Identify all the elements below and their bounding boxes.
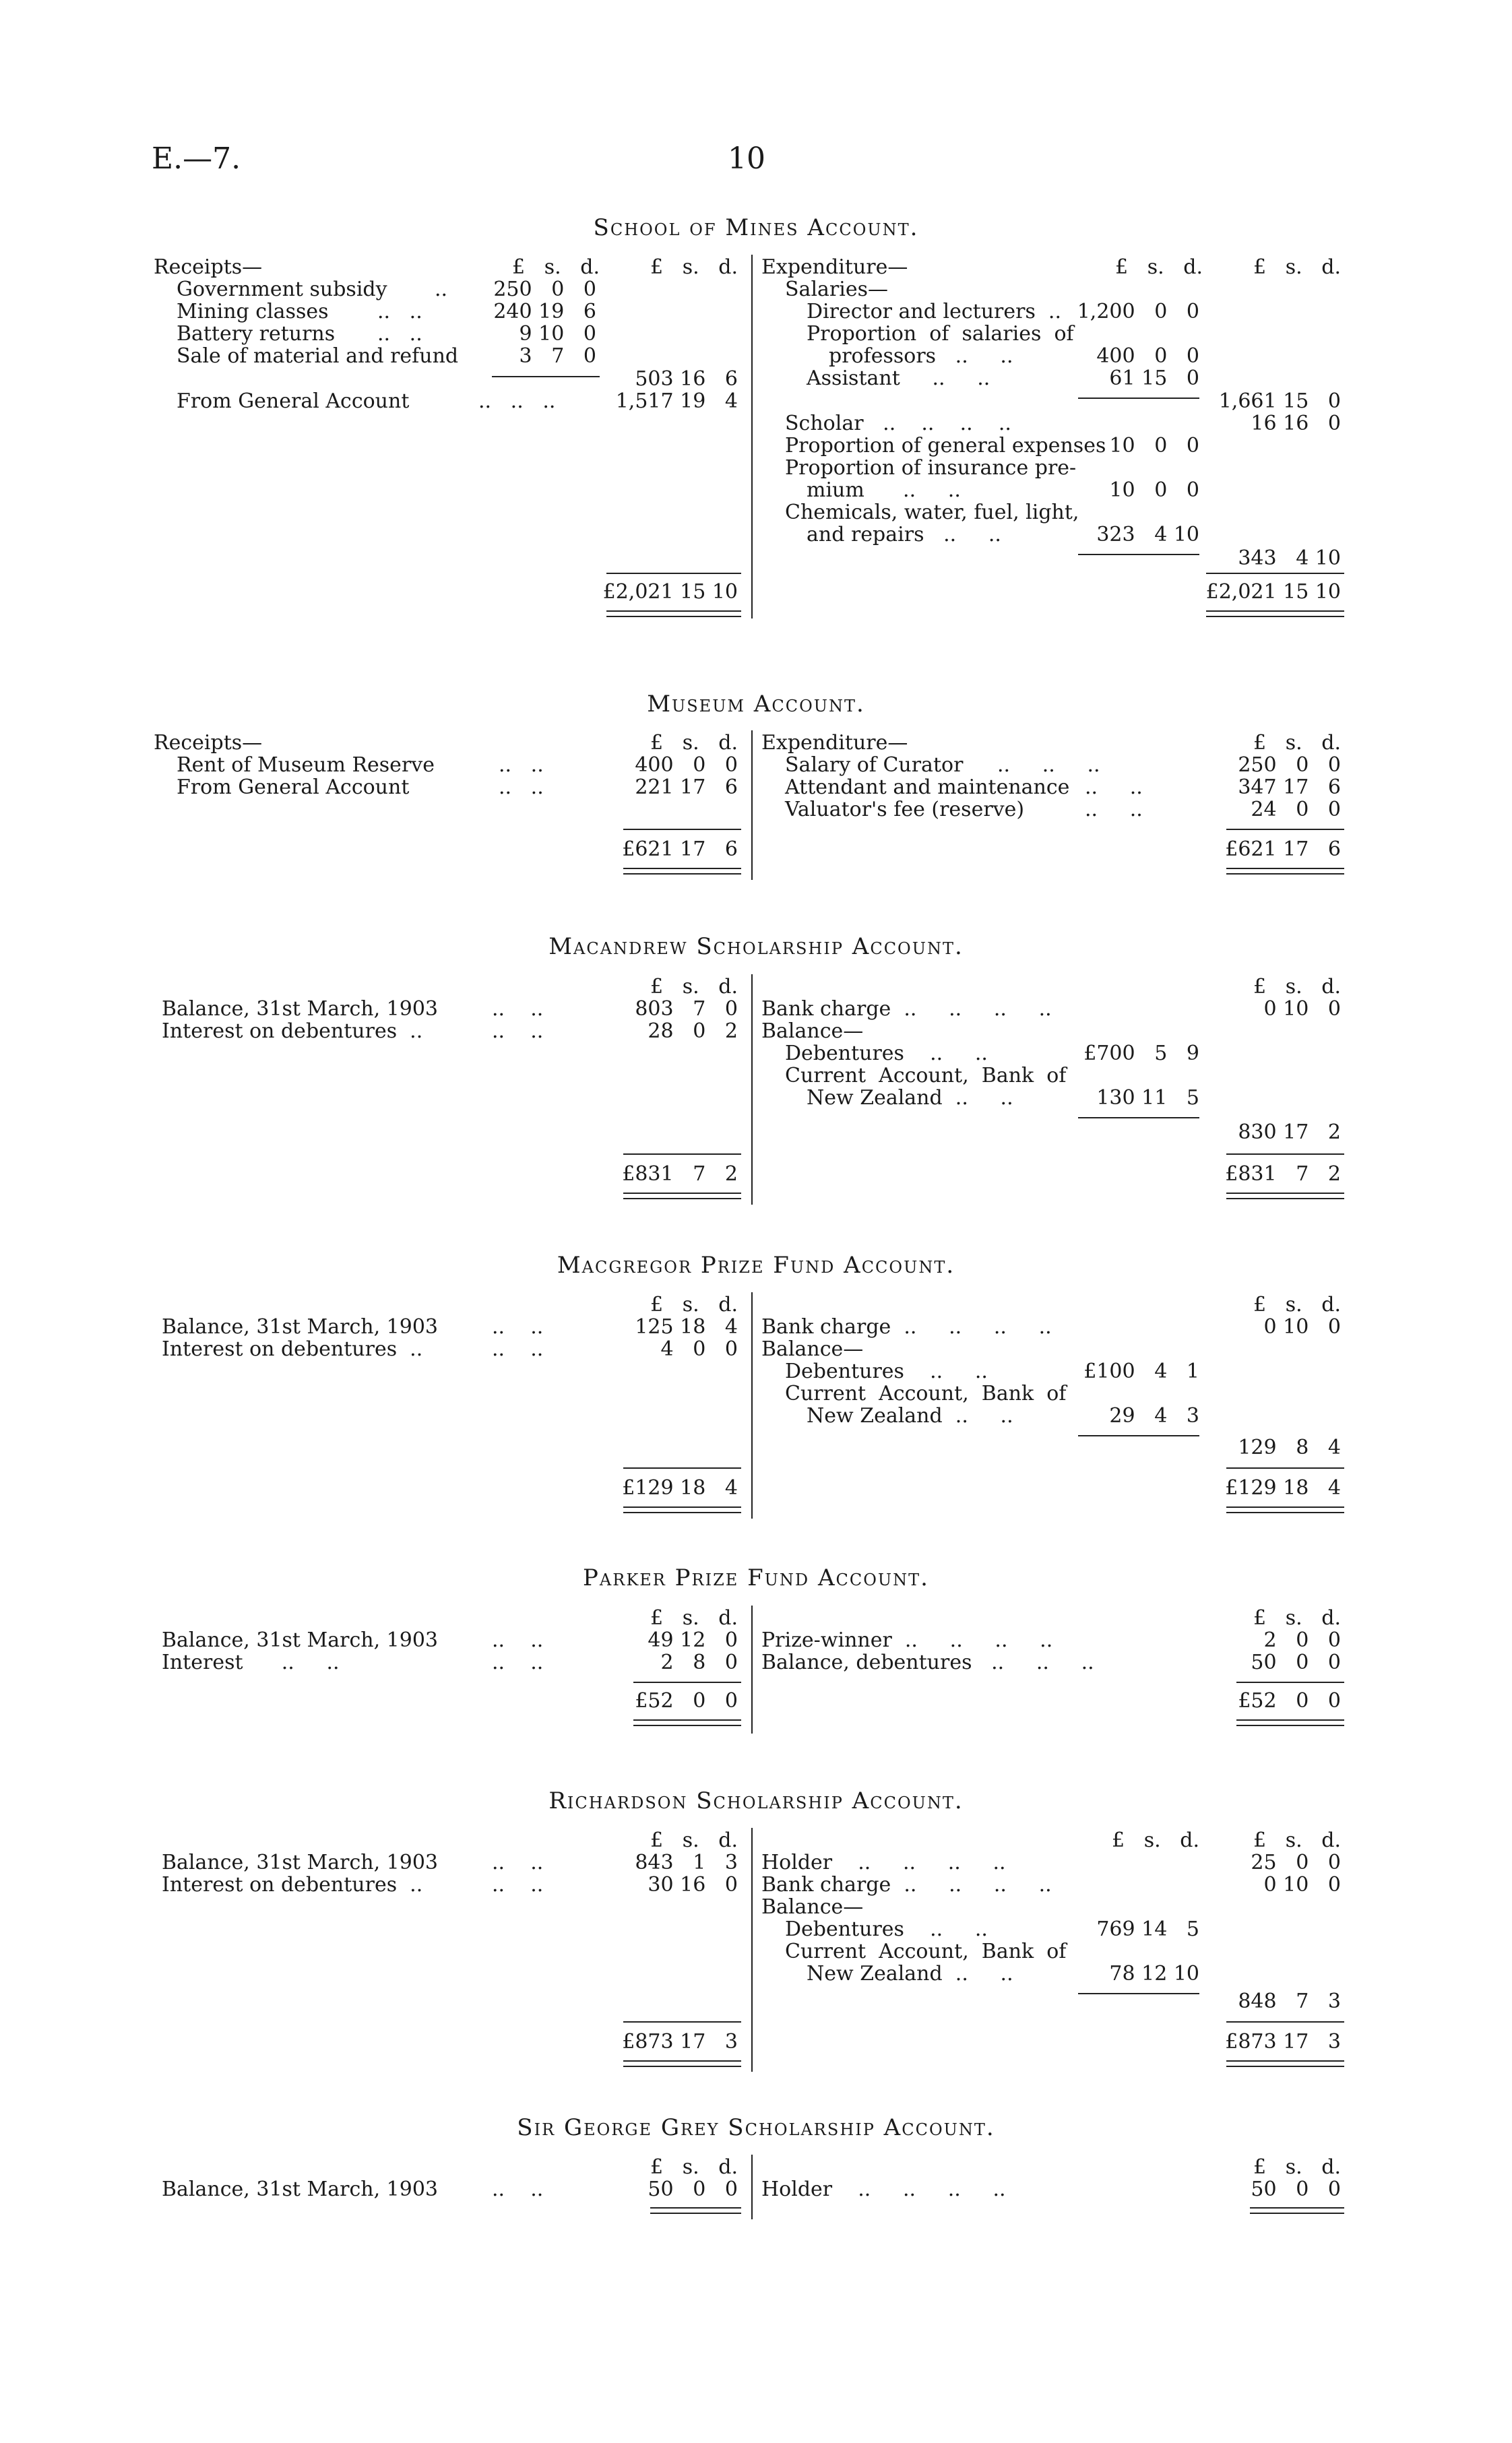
currency-header: £ s. d. [1253, 2155, 1341, 2179]
receipts-total: £129 18 4 [622, 1476, 738, 1500]
receipt-label: Balance, 31st March, 1903 [162, 1315, 439, 1339]
receipts-label: Receipts— [154, 731, 263, 755]
expenditure-total: £831 7 2 [1225, 1162, 1341, 1186]
expenditure-amount: 347 17 6 [1238, 775, 1341, 799]
expenditure-total: £129 18 4 [1225, 1476, 1341, 1500]
receipts-subtotal: 503 16 6 [635, 367, 738, 391]
expenditure-amount: 400 0 0 [1096, 344, 1199, 368]
balance-label: Balance— [761, 1019, 864, 1043]
balance-total: 848 7 3 [1238, 1990, 1341, 2013]
expenditure-item: mium .. .. [807, 478, 961, 502]
leader-dots: .. .. [492, 1337, 544, 1361]
currency-header: £ s. d. [650, 1829, 738, 1852]
richardson-title: Richardson Scholarship Account. [548, 1787, 964, 1814]
receipt-amount: 240 19 6 [493, 300, 596, 323]
currency-header: £ s. d. [650, 2155, 738, 2179]
leader-dots: .. .. .. [478, 389, 556, 413]
page-number: 10 [728, 141, 765, 176]
leader-dots: .. .. .. [997, 753, 1100, 777]
leader-dots: .. .. [1085, 775, 1143, 799]
expenditure-item: Assistant .. .. [807, 367, 990, 390]
current-account-label: Current Account, Bank of [785, 1940, 1067, 1963]
receipt-label: Mining classes [177, 300, 329, 323]
currency-header: £ s. d. [650, 975, 738, 998]
receipt-label: Sale of material and refund [177, 344, 459, 368]
balance-label: Balance— [761, 1337, 864, 1361]
receipt-amount: 30 16 0 [648, 1873, 738, 1897]
salaries-total: 1,661 15 0 [1218, 389, 1341, 413]
expenditure-item: Chemicals, water, fuel, light, [785, 501, 1079, 524]
receipt-label: Government subsidy [177, 278, 387, 301]
leader-dots: .. .. [492, 1019, 544, 1043]
column-divider [751, 2155, 753, 2219]
currency-header: £ s. d. [650, 1606, 738, 1630]
expenditure-total: £873 17 3 [1225, 2030, 1341, 2054]
expenditure-label: Expenditure— [761, 731, 908, 755]
receipt-label: Balance, 31st March, 1903 [162, 1851, 439, 1874]
expenditure-item: Prize-winner .. .. .. .. [761, 1628, 1053, 1652]
expenditure-total: £621 17 6 [1225, 837, 1341, 861]
receipt-amount: 50 0 0 [648, 2178, 738, 2201]
debentures-amount: £100 4 1 [1083, 1360, 1199, 1383]
expenditure-item: professors .. .. [829, 344, 1013, 368]
receipt-label: Balance, 31st March, 1903 [162, 1628, 439, 1652]
expenditure-amount: 61 15 0 [1109, 367, 1199, 390]
debentures-label: Debentures .. .. [785, 1917, 988, 1941]
leader-dots: .. .. [492, 1851, 544, 1874]
currency-header: £ s. d. [1112, 1829, 1199, 1852]
expenditure-item: Proportion of salaries of [807, 322, 1074, 346]
expenditure-item: Director and lecturers .. [807, 300, 1061, 323]
expenditure-amount: 50 0 0 [1251, 1651, 1341, 1674]
expenditure-item: Salary of Curator [785, 753, 964, 777]
receipts-total: £873 17 3 [622, 2030, 738, 2054]
receipts-total: £52 0 0 [635, 1689, 738, 1713]
leader-dots: .. .. [499, 775, 544, 799]
holder-label: Holder .. .. .. .. [761, 1851, 1006, 1874]
receipt-label: Interest on debentures .. [162, 1019, 423, 1043]
leader-dots: .. .. [492, 1315, 544, 1339]
currency-header: £ s. d. [512, 255, 600, 279]
expenditure-amount: 1,200 0 0 [1077, 300, 1199, 323]
expenditure-item: and repairs .. .. [807, 523, 1001, 546]
leader-dots: .. .. [492, 2178, 544, 2201]
receipt-amount: 28 0 2 [648, 1019, 738, 1043]
expenditure-amount: 250 0 0 [1238, 753, 1341, 777]
holder-label: Holder .. .. .. .. [761, 2178, 1006, 2201]
current-account-label: Current Account, Bank of [785, 1382, 1067, 1405]
receipt-amount: 4 0 0 [660, 1337, 738, 1361]
receipt-label: Balance, 31st March, 1903 [162, 997, 439, 1021]
double-rule [1250, 2207, 1344, 2214]
currency-header: £ s. d. [1115, 255, 1203, 279]
debentures-amount: £700 5 9 [1083, 1042, 1199, 1065]
expenditure-total: £52 0 0 [1238, 1689, 1341, 1713]
parker-title: Parker Prize Fund Account. [583, 1564, 929, 1591]
receipt-amount: 400 0 0 [635, 753, 738, 777]
scholar-amount: 16 16 0 [1251, 412, 1341, 435]
currency-header: £ s. d. [1253, 1829, 1341, 1852]
currency-header: £ s. d. [1253, 731, 1341, 755]
document-reference: E.—7. [152, 141, 241, 176]
leader-dots: .. .. [492, 1651, 544, 1674]
current-account-amount: 78 12 10 [1109, 1962, 1199, 1986]
receipt-label: Battery returns [177, 322, 336, 346]
currency-header: £ s. d. [1253, 1293, 1341, 1316]
leader-dots: .. .. [492, 997, 544, 1021]
expenditure-item: Valuator's fee (reserve) [785, 798, 1025, 821]
macgregor-title: Macgregor Prize Fund Account. [557, 1252, 955, 1279]
receipts-label: Receipts— [154, 255, 263, 279]
double-rule [650, 2207, 741, 2214]
current-account-label: New Zealand .. .. [807, 1962, 1013, 1986]
general-account-amount: 1,517 19 4 [615, 389, 738, 413]
current-account-label: New Zealand .. .. [807, 1086, 1013, 1110]
expenditure-item: Proportion of insurance pre- [785, 456, 1077, 480]
receipts-total: £2,021 15 10 [602, 580, 738, 604]
current-account-amount: 130 11 5 [1096, 1086, 1199, 1110]
school-of-mines-title: School of Mines Account. [593, 214, 919, 241]
leader-dots: .. [435, 278, 448, 301]
receipt-label: Rent of Museum Reserve [177, 753, 435, 777]
current-account-label: Current Account, Bank of [785, 1064, 1067, 1087]
expenditure-label: Expenditure— [761, 255, 908, 279]
expenditure-total: £2,021 15 10 [1205, 580, 1341, 604]
receipt-amount: 9 10 0 [519, 322, 596, 346]
leader-dots: .. .. [377, 300, 422, 323]
expenditure-amount: 2 0 0 [1263, 1628, 1341, 1652]
receipt-amount: 49 12 0 [648, 1628, 738, 1652]
salaries-label: Salaries— [785, 278, 889, 301]
currency-header: £ s. d. [1253, 975, 1341, 998]
debentures-amount: 769 14 5 [1096, 1917, 1199, 1941]
receipt-amount: 250 0 0 [493, 278, 596, 301]
leader-dots: .. .. [492, 1873, 544, 1897]
leader-dots: .. .. [492, 1628, 544, 1652]
expenditure-amount: 10 0 0 [1109, 478, 1199, 502]
receipt-amount: 221 17 6 [635, 775, 738, 799]
grey-title: Sir George Grey Scholarship Account. [517, 2114, 995, 2141]
receipts-total: £621 17 6 [622, 837, 738, 861]
currency-header: £ s. d. [1253, 255, 1341, 279]
currency-header: £ s. d. [650, 255, 738, 279]
expenditure-amount: 323 4 10 [1096, 523, 1199, 546]
current-account-amount: 29 4 3 [1109, 1404, 1199, 1428]
other-total: 343 4 10 [1238, 546, 1341, 570]
currency-header: £ s. d. [650, 1293, 738, 1316]
bank-charge-label: Bank charge .. .. .. .. [761, 1315, 1052, 1339]
bank-charge-amount: 0 10 0 [1263, 1873, 1341, 1897]
receipt-label: Balance, 31st March, 1903 [162, 2178, 439, 2201]
balance-total: 830 17 2 [1238, 1120, 1341, 1144]
currency-header: £ s. d. [650, 731, 738, 755]
scholar-label: Scholar .. .. .. .. [785, 412, 1011, 435]
bank-charge-label: Bank charge .. .. .. .. [761, 1873, 1052, 1897]
leader-dots: .. .. [1085, 798, 1143, 821]
holder-amount: 50 0 0 [1251, 2178, 1341, 2201]
current-account-label: New Zealand .. .. [807, 1404, 1013, 1428]
bank-charge-amount: 0 10 0 [1263, 997, 1341, 1021]
museum-title: Museum Account. [647, 691, 865, 718]
expenditure-amount: 24 0 0 [1251, 798, 1341, 821]
receipt-amount: 3 7 0 [519, 344, 596, 368]
bank-charge-amount: 0 10 0 [1263, 1315, 1341, 1339]
macandrew-title: Macandrew Scholarship Account. [548, 933, 964, 960]
expenditure-item: Proportion of general expenses [785, 434, 1106, 457]
debentures-label: Debentures .. .. [785, 1360, 988, 1383]
receipt-label: Interest .. .. [162, 1651, 340, 1674]
general-account-label: From General Account [177, 389, 410, 413]
receipt-label: From General Account [177, 775, 410, 799]
expenditure-item: Balance, debentures .. .. .. [761, 1651, 1094, 1674]
receipts-total: £831 7 2 [622, 1162, 738, 1186]
holder-amount: 25 0 0 [1251, 1851, 1341, 1874]
expenditure-item: Attendant and maintenance [785, 775, 1070, 799]
leader-dots: .. .. [377, 322, 422, 346]
receipt-amount: 2 8 0 [660, 1651, 738, 1674]
receipt-label: Interest on debentures .. [162, 1873, 423, 1897]
expenditure-amount: 10 0 0 [1109, 434, 1199, 457]
balance-total: 129 8 4 [1238, 1436, 1341, 1459]
currency-header: £ s. d. [1253, 1606, 1341, 1630]
receipt-amount: 843 1 3 [635, 1851, 738, 1874]
debentures-label: Debentures .. .. [785, 1042, 988, 1065]
bank-charge-label: Bank charge .. .. .. .. [761, 997, 1052, 1021]
receipt-amount: 803 7 0 [635, 997, 738, 1021]
balance-label: Balance— [761, 1895, 864, 1919]
receipt-label: Interest on debentures .. [162, 1337, 423, 1361]
receipt-amount: 125 18 4 [635, 1315, 738, 1339]
leader-dots: .. .. [499, 753, 544, 777]
